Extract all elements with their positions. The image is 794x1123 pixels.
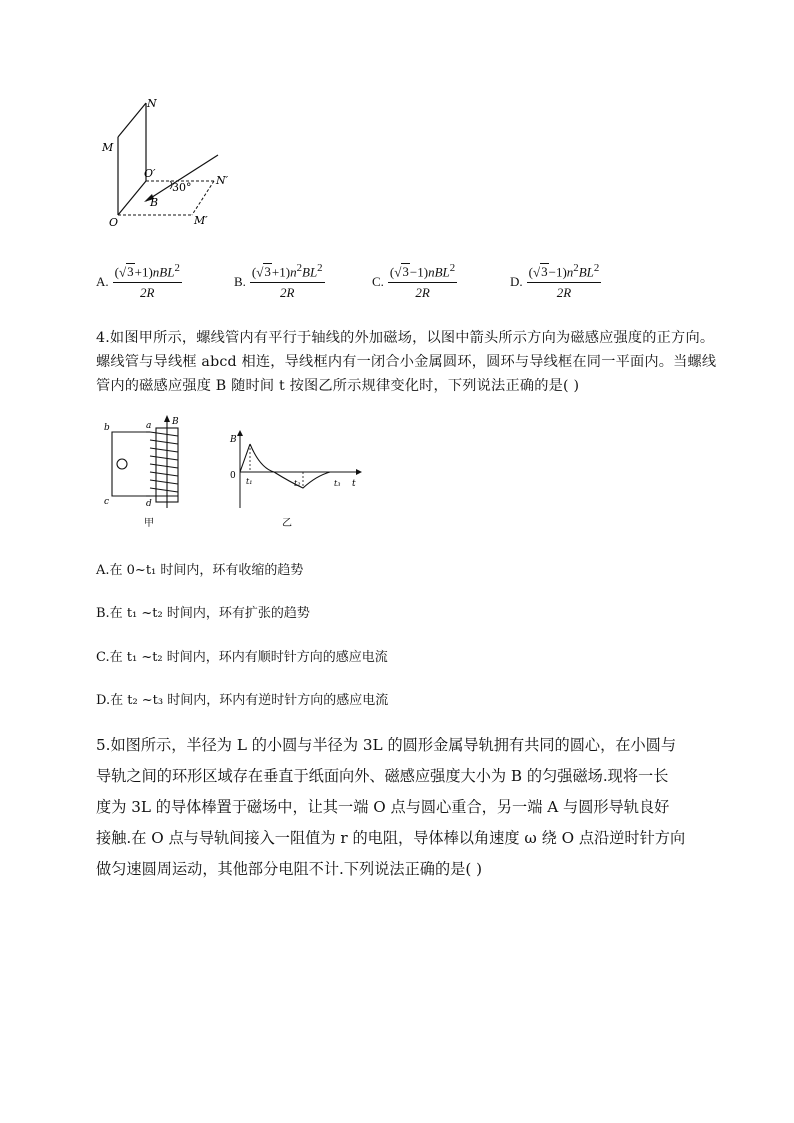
q5-line-4: 接触.在 O 点与导轨间接入一阻值为 r 的电阻，导体棒以角速度 ω 绕 O 点沿逆时针方向	[96, 829, 686, 847]
label-B: B	[150, 196, 159, 209]
label-b: b	[104, 423, 110, 433]
option-c-fraction: $\frac{(√3-1)nBL^2}{2R}$	[389, 262, 456, 301]
tick-t3: t₃	[334, 479, 341, 488]
tick-t1: t₁	[246, 477, 253, 486]
label-N: N	[147, 97, 157, 110]
label-c: c	[104, 497, 110, 507]
option-b[interactable]: B. $\frac{(√3+1)n^2BL^2}{2R}$	[234, 262, 323, 301]
label-O-prime: O′	[144, 167, 156, 180]
label-O: O	[109, 216, 119, 229]
q5-line-2: 导轨之间的环形区域存在垂直于纸面向外、磁感应强度大小为 B 的匀强磁场.现将一长	[96, 767, 669, 785]
q5-line-1: 5.如图所示，半径为 L 的小圆与半径为 3L 的圆形金属导轨拥有共同的圆心，在小圆与	[96, 736, 677, 754]
axis-t: t	[352, 479, 356, 489]
option-a[interactable]: A. $\frac{(√3+1)nBL^2}{2R}$	[96, 262, 180, 301]
caption-jia: 甲	[144, 518, 154, 529]
option-c[interactable]: C. $\frac{(√3-1)nBL^2}{2R}$	[372, 262, 456, 301]
q5-line-5: 做匀速圆周运动，其他部分电阻不计.下列说法正确的是( )	[96, 860, 483, 878]
label-a: a	[146, 421, 152, 431]
option-b-fraction: $\frac{(√3+1)n^2BL^2}{2R}$	[251, 262, 323, 301]
caption-yi: 乙	[282, 518, 292, 529]
q3-options	[96, 262, 736, 308]
q4-choice-c[interactable]: C.在 t₁ ~t₂ 时间内，环内有顺时针方向的感应电流	[96, 650, 388, 665]
q4-line-1: 4.如图甲所示，螺线管内有平行于轴线的外加磁场，以图中箭头所示方向为磁感应强度的正方向。	[96, 330, 715, 346]
tick-t2: t₂	[294, 479, 301, 488]
q4-line-3: 管内的磁感应强度 B 随时间 t 按图乙所示规律变化时，下列说法正确的是( )	[96, 378, 580, 394]
solenoid-figure	[100, 412, 220, 530]
q5-stem	[96, 730, 685, 885]
q4-choice-d[interactable]: D.在 t₂ ~t₃ 时间内，环内有逆时针方向的感应电流	[96, 693, 389, 708]
label-N-prime: N′	[216, 174, 229, 187]
q4-stem	[96, 326, 716, 398]
label-d: d	[146, 499, 152, 509]
axis-B: B	[230, 435, 237, 445]
q5-line-3: 度为 3L 的导体棒置于磁场中，让其一端 O 点与圆心重合，另一端 A 与圆形导轨良好	[96, 798, 670, 816]
label-B-field: B	[172, 417, 179, 427]
option-d-fraction: $\frac{(√3-1)n^2BL^2}{2R}$	[528, 262, 600, 301]
bt-graph	[226, 430, 366, 530]
option-d[interactable]: D. $\frac{(√3-1)n^2BL^2}{2R}$	[510, 262, 600, 301]
q4-choice-a[interactable]: A.在 0~t₁ 时间内，环有收缩的趋势	[96, 563, 304, 578]
option-a-fraction: $\frac{(√3+1)nBL^2}{2R}$	[114, 262, 180, 301]
rails-figure	[100, 95, 250, 230]
label-M: M	[102, 141, 114, 154]
q4-line-2: 螺线管与导线框 abcd 相连，导线框内有一闭合小金属圆环，圆环与导线框在同一平面内。当螺线	[96, 354, 717, 370]
q4-choice-b[interactable]: B.在 t₁ ~t₂ 时间内，环有扩张的趋势	[96, 606, 310, 621]
label-M-prime: M′	[194, 214, 208, 227]
label-angle: 30°	[172, 181, 192, 194]
axis-zero: 0	[230, 471, 236, 481]
